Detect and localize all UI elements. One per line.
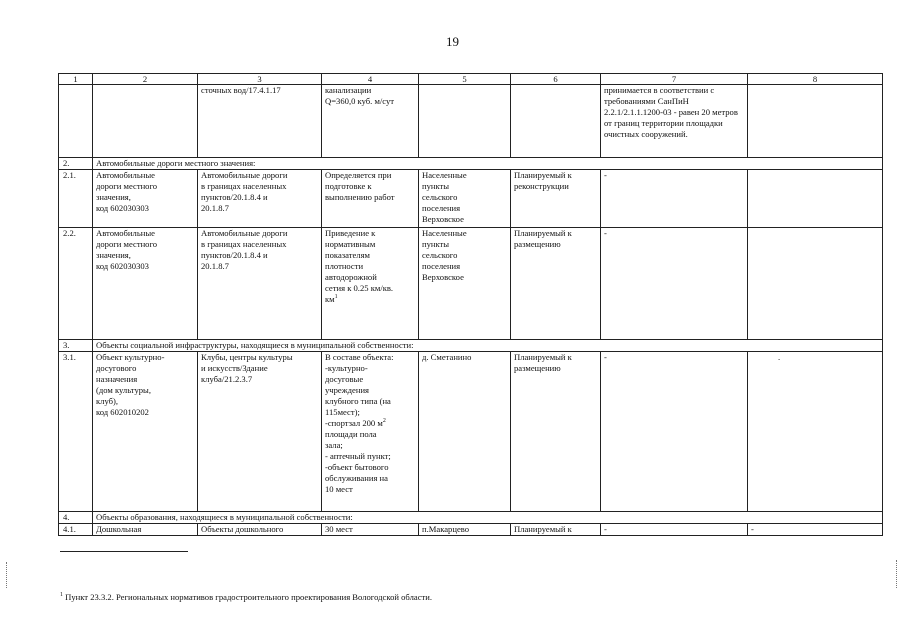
table-cell: Дошкольная [93, 524, 198, 536]
table-cell: канализации Q=360,0 куб. м/сут [322, 85, 419, 158]
table-cell: - [748, 524, 883, 536]
footnote-separator [60, 551, 188, 552]
column-number: 4 [322, 74, 419, 85]
footnote-marker: 1 [60, 592, 63, 599]
column-number-row [59, 74, 883, 85]
table-cell: Объект культурно- досугового назначения (дом культуры, клуб), код 602010202 [93, 352, 198, 512]
table-row [59, 85, 883, 158]
table-cell: Автомобильные дороги местного значения, код 602030303 [93, 228, 198, 340]
table-cell: 30 мест [322, 524, 419, 536]
cell-text: Приведение к нормативным показателям плотности автодорожной сетия к 0.25 км/кв. км [325, 228, 394, 304]
column-number: 5 [419, 74, 511, 85]
section-title: Объекты образования, находящиеся в муниципальной собственности: [93, 512, 883, 524]
row-number: 4.1. [59, 524, 93, 536]
table-cell: Объекты дошкольного [198, 524, 322, 536]
column-number: 7 [601, 74, 748, 85]
superscript: 2 [382, 418, 386, 425]
table-cell: Планируемый к реконструкции [511, 170, 601, 228]
table-cell [322, 228, 419, 340]
table-cell [322, 352, 419, 512]
column-number: 3 [198, 74, 322, 85]
table-row [59, 352, 883, 512]
column-number: 2 [93, 74, 198, 85]
table-cell: - [601, 524, 748, 536]
table-cell [748, 170, 883, 228]
table-cell: - [601, 228, 748, 340]
table-cell: Определяется при подготовке к выполнению работ [322, 170, 419, 228]
footnote-reference: 1 [334, 294, 338, 301]
section-row [59, 512, 883, 524]
table-cell [748, 228, 883, 340]
column-number: 6 [511, 74, 601, 85]
section-row [59, 158, 883, 170]
section-number: 4. [59, 512, 93, 524]
table-cell: Населенные пункты сельского поселения Верховское [419, 228, 511, 340]
planning-table [58, 73, 883, 536]
table-cell: п.Макарцево [419, 524, 511, 536]
scan-edge-mark [6, 562, 8, 588]
section-number: 3. [59, 340, 93, 352]
table-cell [59, 85, 93, 158]
table-cell [93, 85, 198, 158]
table-row [59, 524, 883, 536]
row-number: 2.1. [59, 170, 93, 228]
table-cell [419, 85, 511, 158]
table-cell: сточных вод/17.4.1.17 [198, 85, 322, 158]
table-cell: Населенные пункты сельского поселения Верховское [419, 170, 511, 228]
table-cell [511, 85, 601, 158]
column-number: 1 [59, 74, 93, 85]
table-cell: Планируемый к размещению [511, 352, 601, 512]
cell-text: В составе объекта: -культурно- досуговые учреждения клубного типа (на 115мест); -спортзал 200 м [325, 352, 394, 428]
footnote [60, 592, 432, 602]
table-cell: Клубы, центры культуры и искусств/Здание клуба/21.2.3.7 [198, 352, 322, 512]
table-cell: принимается в соответствии с требованиями СанПиН 2.2.1/2.1.1.1200-03 - равен 20 метров от границ территории площадки очистных сооружений. [601, 85, 748, 158]
table-cell [748, 85, 883, 158]
table-cell: - [601, 352, 748, 512]
table-cell: Планируемый к размещению [511, 228, 601, 340]
row-number: 2.2. [59, 228, 93, 340]
table-cell: Планируемый к [511, 524, 601, 536]
table-cell: . [748, 352, 883, 512]
table-row [59, 228, 883, 340]
scan-edge-mark [896, 560, 898, 588]
table-cell: Автомобильные дороги в границах населенных пунктов/20.1.8.4 и 20.1.8.7 [198, 170, 322, 228]
column-number: 8 [748, 74, 883, 85]
footnote-text: Пункт 23.3.2. Региональных нормативов градостроительного проектирования Вологодской области. [63, 592, 433, 602]
table-cell: д. Сметанино [419, 352, 511, 512]
section-row [59, 340, 883, 352]
section-number: 2. [59, 158, 93, 170]
section-title: Автомобильные дороги местного значения: [93, 158, 883, 170]
row-number: 3.1. [59, 352, 93, 512]
page-number: 19 [446, 34, 459, 49]
table-cell: Автомобильные дороги местного значения, код 602030303 [93, 170, 198, 228]
section-title: Объекты социальной инфраструктуры, находящиеся в муниципальной собственности: [93, 340, 883, 352]
table-cell: - [601, 170, 748, 228]
cell-text: площади пола зала; - аптечный пункт; -объект бытового обслуживания на 10 мест [325, 429, 391, 494]
table-cell: Автомобильные дороги в границах населенных пунктов/20.1.8.4 и 20.1.8.7 [198, 228, 322, 340]
table-row [59, 170, 883, 228]
